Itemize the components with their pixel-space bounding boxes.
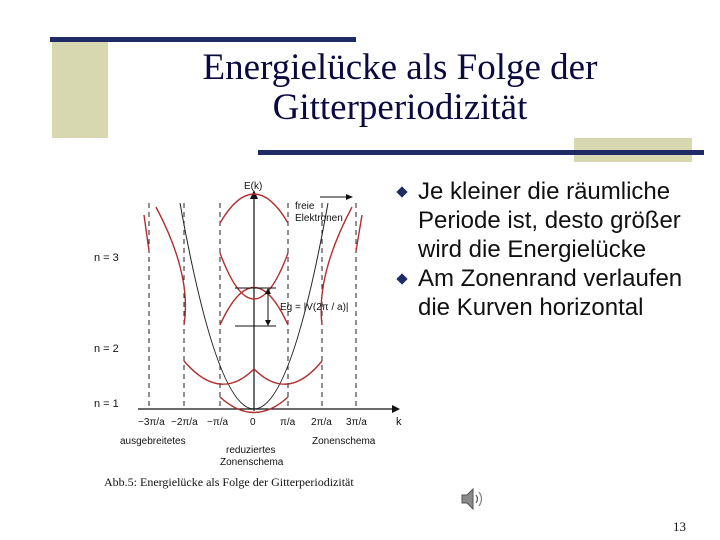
band-label-n3: n = 3 [94,252,119,264]
decor-line-bottom [258,150,704,155]
bullet-list [398,177,698,322]
bullet-item [398,177,698,264]
figure-caption: Abb.5: Energielücke als Folge der Gitterperiodizität [104,475,354,489]
decor-block-left [52,42,108,138]
gap-arrow-down [265,320,271,326]
tick-label: −π/a [207,417,229,428]
gap-label: Eg = |V(2π / a)| [280,302,349,313]
band-extended-right-2 [356,215,362,251]
bullet-item [398,264,698,322]
scheme-label-reduced-1: reduziertes [226,445,276,456]
x-axis-label: k [396,416,402,428]
bullet-text: Am Zonenrand verlaufen die Kurven horizontal [418,265,683,321]
band-structure-figure [80,175,420,475]
diamond-bullet-icon [396,186,407,197]
band-n2-curve-lower [184,361,254,384]
tick-label: −3π/a [138,417,165,428]
band-label-n2: n = 2 [94,343,119,355]
slide-title [110,48,690,128]
tick-label: −2π/a [171,417,198,428]
tick-label: 0 [250,417,256,428]
band-extended-left [156,207,185,325]
free-electrons-label-1: freie [295,201,315,212]
band-extended-left-2 [144,215,149,251]
page-number: 13 [673,519,686,534]
scheme-label-extended: ausgebreitetes [120,436,186,447]
decor-line-top [50,37,356,42]
y-axis-label: E(k) [244,181,263,192]
tick-label: 3π/a [346,417,367,428]
checkered-border [0,0,52,540]
title-line-1: Energielücke als Folge der [202,47,598,88]
title-line-2: Gitterperiodizität [272,87,528,128]
diamond-bullet-icon [396,273,407,284]
x-axis-arrow [392,405,400,413]
bullet-text: Je kleiner die räumliche Periode ist, desto größer wird die Energielücke [418,178,681,263]
tick-label: 2π/a [311,417,332,428]
scheme-label-zone: Zonenschema [312,436,376,447]
free-electrons-arrowhead [346,194,353,200]
tick-label: π/a [280,417,296,428]
speaker-icon[interactable] [458,486,486,512]
scheme-label-reduced-2: Zonenschema [220,457,284,468]
band-label-n1: n = 1 [94,398,119,410]
free-electrons-label-2: Elektronen [295,213,343,224]
